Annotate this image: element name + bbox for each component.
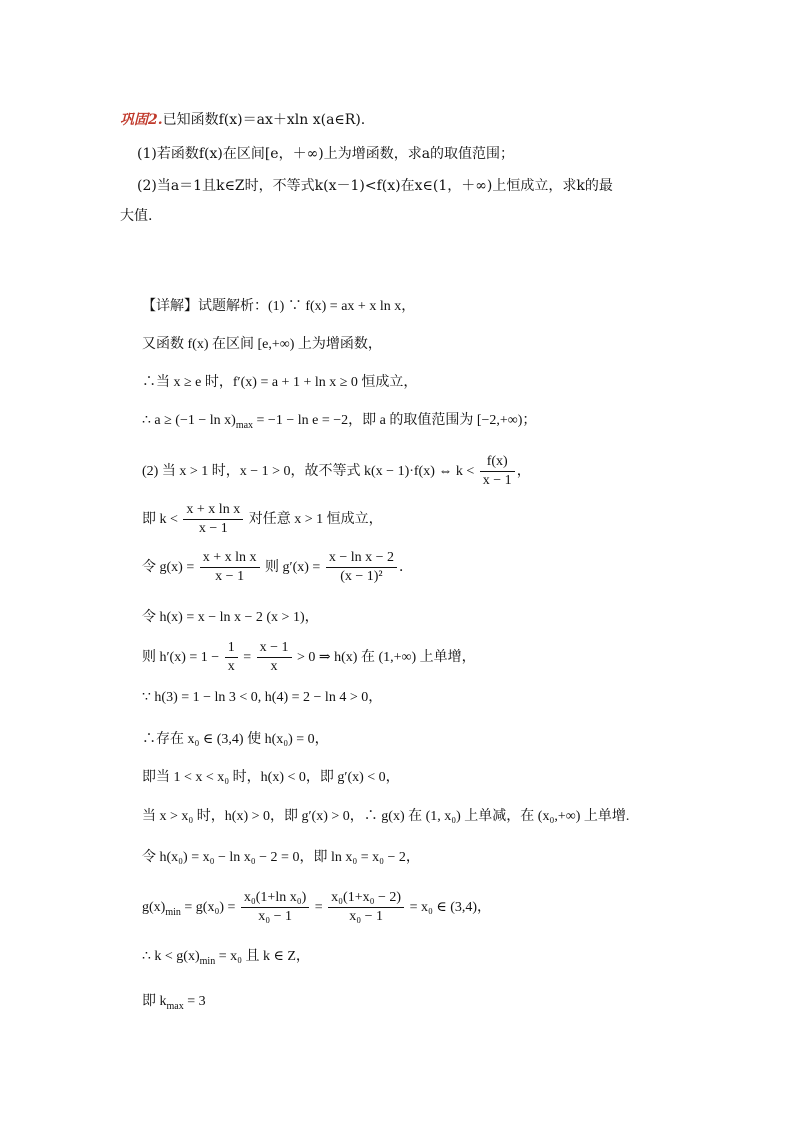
solution-line-16: ∴ $k < g(x)_{min} = x_0$ 且 k ∈ Z， [142, 949, 310, 967]
solution-line-9: 则 h′(x) = 1 − $\frac{1}{x}$ = $\frac{x - 1}{x}$ > 0 ⇒ h(x) 在 (1,+∞) 上单增， [142, 640, 476, 675]
solution-heading: 【详解】 [142, 299, 198, 314]
fraction: $\frac{\text{x + x ln x}}{x - 1}$ [200, 549, 260, 586]
solution-line-2: 又函数 f(x) 在区间 [e,+∞) 上为增函数， [142, 337, 382, 352]
solution-line-8: 令 h(x) = x − ln x − 2 (x > 1)， [142, 610, 319, 625]
solution-line-1: 【详解】试题解析：(1) ∵ f(x) = ax + x ln x， [142, 299, 416, 314]
solution-line-14: 令 h(x₀) = x₀ − ln x₀ − 2 = 0，即 ln x₀ = x₀ − 2， [142, 850, 420, 865]
solution-line-6: 即 k < $\frac{\text{x + x ln x}}{x - 1}$ 对任意 x > 1 恒成立， [142, 502, 383, 537]
problem-stem [0, 110, 794, 130]
fraction: $\frac{\text{x + x ln x}}{x - 1}$ [183, 501, 243, 538]
solution-line-17: 即 $k_{max} = 3$ [142, 994, 206, 1012]
solution-line-13: 当 x > x₀ 时，h(x) > 0，即 g′(x) > 0，∴ g(x) 在 (1, x₀) 上单减，在 (x₀,+∞) 上单增. [142, 809, 630, 824]
fraction: $\frac{x - 1}{x}$ [257, 639, 292, 676]
solution-line-15: $g(x)_{min} = g(x_0)$ = $\frac{\text{x₀(1+ln x₀)}}{\text{x₀ − 1}}$ = $\frac{\text{x₀(1+x₀ − 2)}}{\text{x₀ − 1}}$ = x₀ ∈ (3,4)， [142, 890, 492, 925]
problem-stem-text: 已知函数f(x)＝ax＋xln x(a∈R). [162, 112, 366, 128]
fraction: $\frac{1}{x}$ [225, 639, 238, 676]
solution-line-3: ∴当 x ≥ e 时，f′(x) = a + 1 + ln x ≥ 0 恒成立， [142, 375, 418, 390]
solution-line-4: ∴ $a \ge (-1 - \ln x)_{max} = -1 - \ln e = -2$，即 a 的取值范围为 [−2,+∞)； [142, 413, 537, 431]
solution-line-11: ∴存在 x₀ ∈ (3,4) 使 h(x₀) = 0， [142, 732, 329, 747]
fraction: $\frac{f(x)}{x - 1}$ [480, 453, 515, 490]
solution-line-12: 即当 1 < x < x₀ 时，h(x) < 0，即 g′(x) < 0， [142, 770, 400, 785]
solution-line-10: ∵ h(3) = 1 − ln 3 < 0, h(4) = 2 − ln 4 > 0， [142, 690, 383, 705]
fraction: $\frac{\text{x₀(1+ln x₀)}}{\text{x₀ − 1}}$ [241, 889, 309, 926]
fraction: $\frac{\text{x₀(1+x₀ − 2)}}{\text{x₀ − 1}}$ [328, 889, 404, 926]
problem-label: 巩固2. [120, 112, 163, 128]
problem-part1: (1)若函数f(x)在区间[e，＋∞)上为增函数，求a的取值范围； [137, 146, 515, 162]
solution-line-7: 令 g(x) = $\frac{\text{x + x ln x}}{x - 1}$ 则 g′(x) = $\frac{\text{x − ln x − 2}}{\text{(x − 1)²}}$ ． [142, 550, 414, 585]
solution-line-5: (2) 当 x > 1 时，x − 1 > 0，故不等式 k(x − 1)·f(x) ⇔ k < $\frac{f(x)}{x - 1}$ ， [142, 454, 531, 489]
problem-part2-line1: (2)当a＝1且k∈Z时，不等式k(x－1)<f(x)在x∈(1，＋∞)上恒成立，求k的最 [137, 178, 613, 194]
problem-part2-line2: 大值. [120, 208, 153, 224]
fraction: $\frac{\text{x − ln x − 2}}{\text{(x − 1)²}}$ [326, 549, 397, 586]
